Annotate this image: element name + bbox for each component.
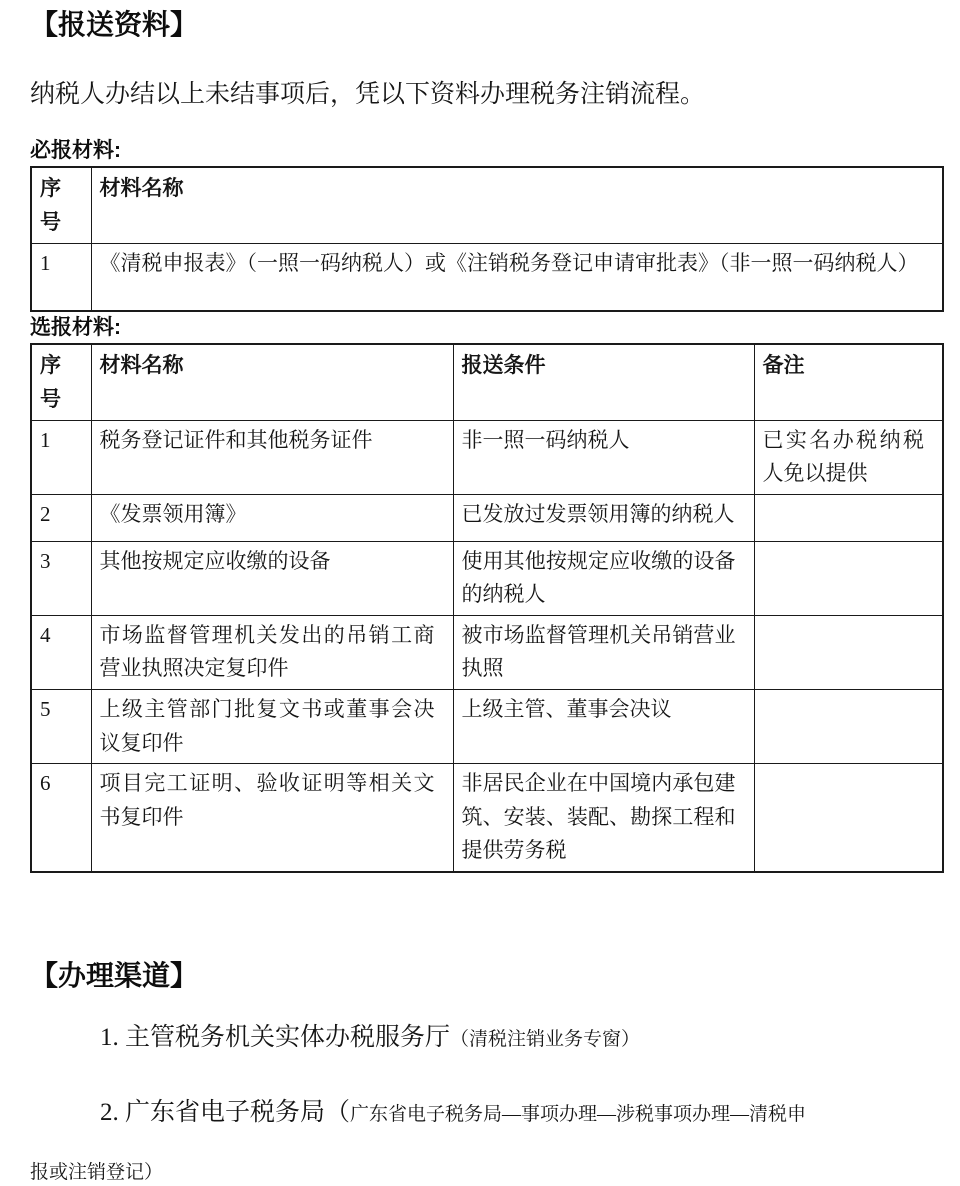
cell-remark <box>754 764 943 872</box>
section-heading-submission-materials: 【报送资料】 <box>30 9 199 40</box>
table-row <box>31 243 943 311</box>
cell-number: 4 <box>31 615 91 689</box>
cell-number: 1 <box>31 243 91 311</box>
cell-remark <box>754 541 943 615</box>
cell-material-name: 《清税申报表》（一照一码纳税人）或《注销税务登记申请审批表》（非一照一码纳税人） <box>91 243 943 311</box>
table-row <box>31 615 943 689</box>
channel-item-service-hall <box>30 1021 944 1055</box>
cell-remark <box>754 494 943 541</box>
cell-condition: 被市场监督管理机关吊销营业执照 <box>453 615 754 689</box>
cell-material-name: 市场监督管理机关发出的吊销工商营业执照决定复印件 <box>91 615 453 689</box>
channel-item-main-text: 1. 主管税务机关实体办税服务厅 <box>100 1023 451 1051</box>
table-row <box>31 541 943 615</box>
cell-condition: 上级主管、董事会决议 <box>453 690 754 764</box>
column-header-material-name: 材料名称 <box>91 344 453 420</box>
cell-condition: 非居民企业在中国境内承包建筑、安装、装配、勘探工程和提供劳务税 <box>453 764 754 872</box>
column-header-remark: 备注 <box>754 344 943 420</box>
table-row <box>31 764 943 872</box>
cell-material-name: 《发票领用簿》 <box>91 494 453 541</box>
optional-materials-table <box>30 343 944 873</box>
optional-materials-label: 选报材料: <box>30 316 121 340</box>
channel-item-note-continuation: 报或注销登记） <box>30 1162 164 1184</box>
section-heading-processing-channels: 【办理渠道】 <box>30 960 199 992</box>
cell-condition: 非一照一码纳税人 <box>453 420 754 494</box>
cell-number: 1 <box>31 420 91 494</box>
required-materials-label: 必报材料: <box>30 139 121 163</box>
channel-item-note-text: （清税注销业务专窗） <box>450 1028 641 1050</box>
column-header-number: 序号 <box>31 344 91 420</box>
cell-material-name: 项目完工证明、验收证明等相关文书复印件 <box>91 764 453 872</box>
table-row <box>31 690 943 764</box>
cell-material-name: 税务登记证件和其他税务证件 <box>91 420 453 494</box>
column-header-number: 序号 <box>31 167 91 243</box>
cell-number: 5 <box>31 690 91 764</box>
cell-condition: 使用其他按规定应收缴的设备的纳税人 <box>453 541 754 615</box>
cell-number: 2 <box>31 494 91 541</box>
column-header-material-name: 材料名称 <box>91 167 943 243</box>
table-header-row <box>31 167 943 243</box>
channel-item-main-text: 2. 广东省电子税务局（ <box>100 1099 351 1127</box>
table-row <box>31 494 943 541</box>
cell-condition: 已发放过发票领用簿的纳税人 <box>453 494 754 541</box>
cell-remark: 已实名办税纳税人免以提供 <box>754 420 943 494</box>
channel-item-etax-bureau <box>30 1096 944 1130</box>
channel-item-note-text: 广东省电子税务局—事项办理—涉税事项办理—清税申 <box>350 1104 807 1126</box>
column-header-condition: 报送条件 <box>453 344 754 420</box>
required-materials-table <box>30 166 944 312</box>
cell-number: 3 <box>31 541 91 615</box>
cell-material-name: 其他按规定应收缴的设备 <box>91 541 453 615</box>
intro-text: 纳税人办结以上未结事项后，凭以下资料办理税务注销流程。 <box>30 80 706 108</box>
cell-material-name: 上级主管部门批复文书或董事会决议复印件 <box>91 690 453 764</box>
cell-remark <box>754 690 943 764</box>
table-header-row <box>31 344 943 420</box>
cell-number: 6 <box>31 764 91 872</box>
cell-remark <box>754 615 943 689</box>
table-row <box>31 420 943 494</box>
